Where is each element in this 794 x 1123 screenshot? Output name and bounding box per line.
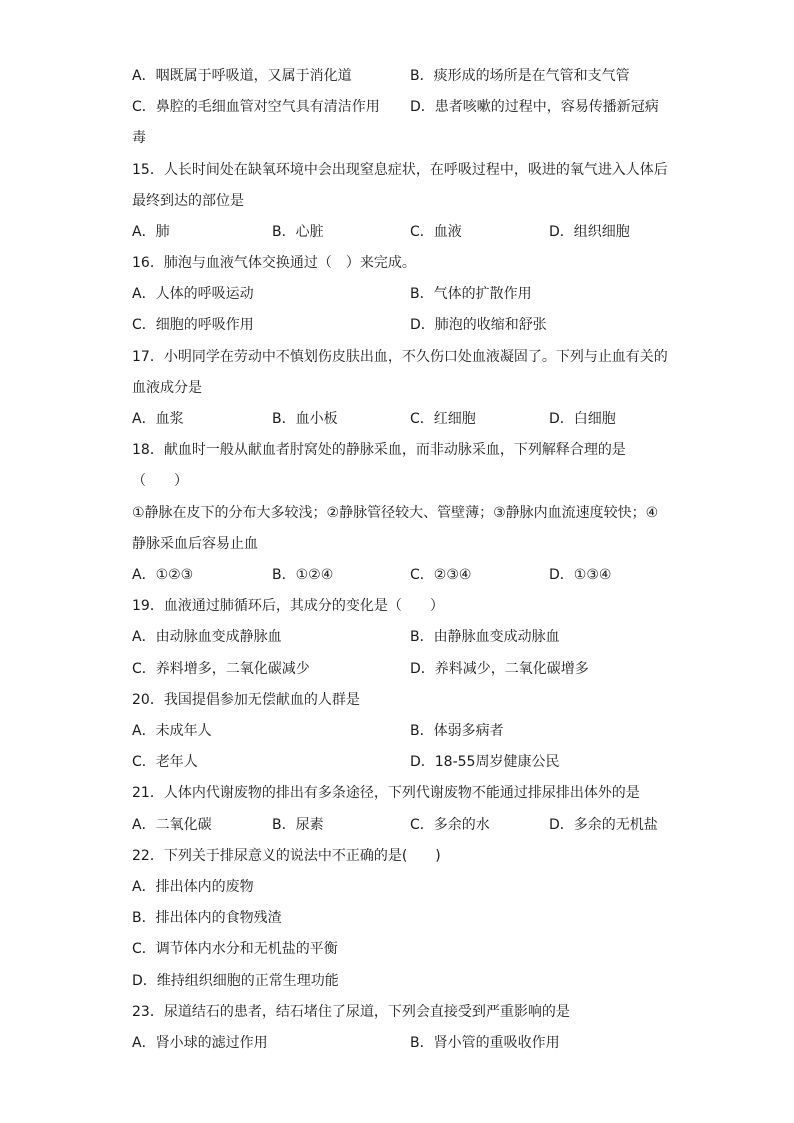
q18-option-c: C．②③④	[410, 567, 472, 583]
q18-option-b: B．①②④	[272, 567, 334, 583]
q20-option-d: D．18-55周岁健康公民	[410, 754, 560, 770]
q21-option-d: D．多余的无机盐	[549, 817, 658, 833]
q15-stem-line1: 15．人长时间处在缺氧环境中会出现窒息症状，在呼吸过程中，吸进的氧气进入人体后	[132, 162, 668, 178]
q22-option-a: A．排出体内的废物	[132, 879, 254, 895]
q14-option-d: D．患者咳嗽的过程中，容易传播新冠病	[410, 99, 659, 115]
q20-option-b: B．体弱多病者	[410, 723, 504, 739]
q16-option-b: B．气体的扩散作用	[410, 286, 532, 302]
q20-option-c: C．老年人	[132, 754, 198, 770]
q17-stem-line1: 17．小明同学在劳动中不慎划伤皮肤出血，不久伤口处血液凝固了。下列与止血有关的	[132, 349, 668, 365]
q16-option-a: A．人体的呼吸运动	[132, 286, 254, 302]
q17-stem-line2: 血液成分是	[132, 380, 202, 396]
q15-stem-line2: 最终到达的部位是	[132, 193, 244, 209]
q15-option-a: A．肺	[132, 224, 170, 240]
q22-option-c: C．调节体内水分和无机盐的平衡	[132, 941, 338, 957]
q22-stem: 22．下列关于排尿意义的说法中不正确的是( )	[132, 848, 441, 864]
q21-option-c: C．多余的水	[410, 817, 490, 833]
q15-option-b: B．心脏	[272, 224, 324, 240]
q15-option-d: D．组织细胞	[549, 224, 630, 240]
q21-stem: 21．人体内代谢废物的排出有多条途径，下列代谢废物不能通过排尿排出体外的是	[132, 785, 640, 801]
q22-option-d: D．维持组织细胞的正常生理功能	[132, 973, 339, 989]
q21-option-b: B．尿素	[272, 817, 324, 833]
q23-option-b: B．肾小管的重吸收作用	[410, 1035, 560, 1051]
q18-statements-line2: 静脉采血后容易止血	[132, 536, 258, 552]
q23-option-a: A．肾小球的滤过作用	[132, 1035, 268, 1051]
q18-option-a: A．①②③	[132, 567, 194, 583]
q19-stem: 19．血液通过肺循环后，其成分的变化是（ ）	[132, 598, 444, 614]
q20-option-a: A．未成年人	[132, 723, 212, 739]
q19-option-d: D．养料减少，二氧化碳增多	[410, 661, 589, 677]
q18-stem-line2: （ ）	[132, 473, 188, 489]
q19-option-c: C．养料增多，二氧化碳减少	[132, 661, 310, 677]
q14-option-c: C．鼻腔的毛细血管对空气具有清洁作用	[132, 99, 380, 115]
q14-option-d-continued: 毒	[132, 130, 146, 146]
q17-option-c: C．红细胞	[410, 411, 476, 427]
q16-option-d: D．肺泡的收缩和舒张	[410, 317, 547, 333]
q20-stem: 20．我国提倡参加无偿献血的人群是	[132, 692, 360, 708]
q21-option-a: A．二氧化碳	[132, 817, 212, 833]
q16-stem: 16．肺泡与血液气体交换通过（ ）来完成。	[132, 255, 416, 271]
q16-option-c: C．细胞的呼吸作用	[132, 317, 254, 333]
q14-option-a: A．咽既属于呼吸道，又属于消化道	[132, 68, 352, 84]
q17-option-d: D．白细胞	[549, 411, 616, 427]
q19-option-a: A．由动脉血变成静脉血	[132, 629, 282, 645]
q14-option-b: B．痰形成的场所是在气管和支气管	[410, 68, 630, 84]
q18-stem-line1: 18．献血时一般从献血者肘窝处的静脉采血，而非动脉采血，下列解释合理的是	[132, 442, 626, 458]
q23-stem: 23．尿道结石的患者，结石堵住了尿道，下列会直接受到严重影响的是	[132, 1004, 570, 1020]
q18-statements-line1: ①静脉在皮下的分布大多较浅；②静脉管径较大、管壁薄；③静脉内血流速度较快；④	[132, 505, 659, 521]
q15-option-c: C．血液	[410, 224, 462, 240]
q17-option-b: B．血小板	[272, 411, 338, 427]
q18-option-d: D．①③④	[549, 567, 612, 583]
q19-option-b: B．由静脉血变成动脉血	[410, 629, 560, 645]
q17-option-a: A．血浆	[132, 411, 184, 427]
q22-option-b: B．排出体内的食物残渣	[132, 910, 282, 926]
